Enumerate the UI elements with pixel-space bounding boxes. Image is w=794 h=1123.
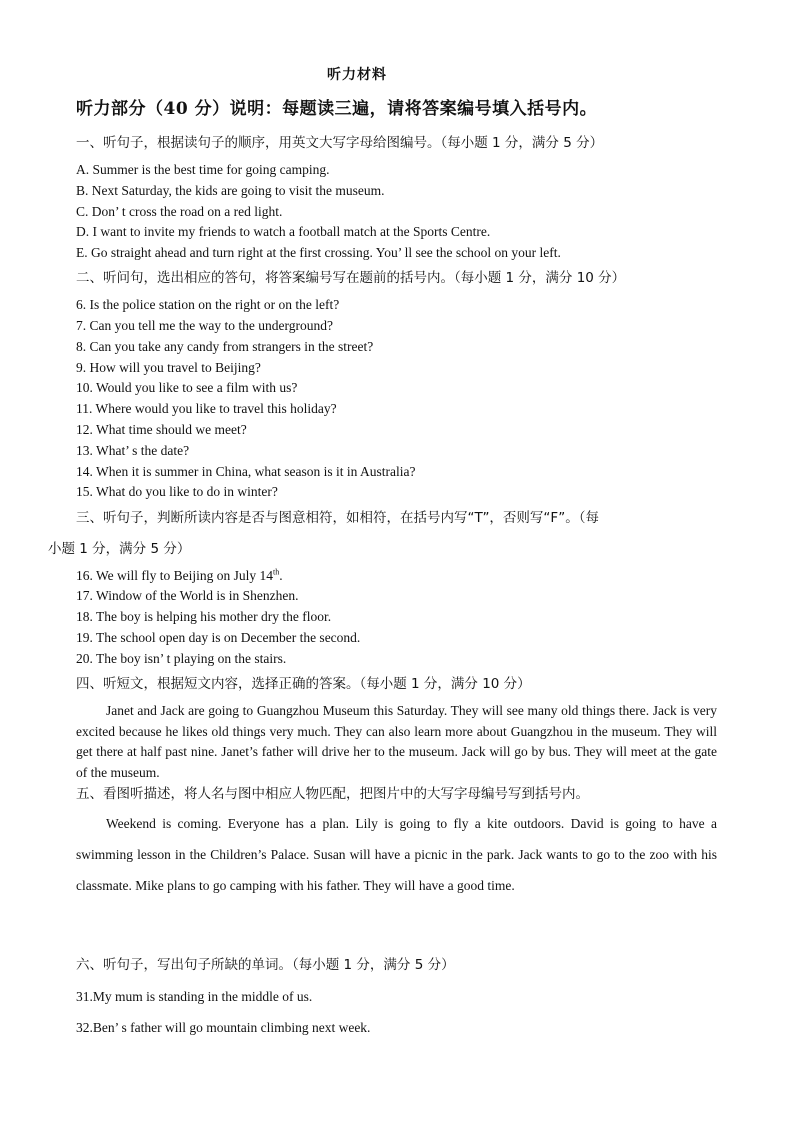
section-4-passage: Janet and Jack are going to Guangzhou Museum this Saturday. They will see many old things there. Jack is very excited because he likes old things very much. They can also learn more about Guangzhou in the museum. They will get there at half past nine. Janet’s father will drive her to the museum. Jack will go by bus. They will meet at the gate of the museum. — [76, 703, 717, 781]
list-item: 18. The boy is helping his mother dry the floor. — [76, 609, 332, 624]
list-item: B. Next Saturday, the kids are going to visit the museum. — [76, 183, 385, 198]
section-3-heading-line1: 三、听句子，判断所读内容是否与图意相符，如相符，在括号内写“T”，否则写“F”。（每 — [76, 510, 599, 526]
list-item: 6. Is the police station on the right or on the left? — [76, 297, 340, 312]
section-2-heading: 二、听问句，选出相应的答句，将答案编号写在题前的括号内。（每小题 1 分，满分 10 分） — [76, 270, 626, 286]
item-16-text: 16. We will fly to Beijing on July 14 — [76, 568, 274, 583]
list-item: D. I want to invite my friends to watch a football match at the Sports Centre. — [76, 224, 491, 239]
list-item: 31.My mum is standing in the middle of us. — [76, 989, 313, 1004]
section-6-heading: 六、听句子，写出句子所缺的单词。（每小题 1 分，满分 5 分） — [76, 957, 455, 973]
list-item: 15. What do you like to do in winter? — [76, 484, 278, 499]
section-4-heading: 四、听短文，根据短文内容，选择正确的答案。（每小题 1 分，满分 10 分） — [76, 676, 531, 692]
item-16-end: . — [279, 568, 283, 583]
list-item: 10. Would you like to see a film with us? — [76, 380, 298, 395]
list-item: 20. The boy isn’ t playing on the stairs. — [76, 651, 287, 666]
section-5-heading: 五、看图听描述，将人名与图中相应人物匹配，把图片中的大写字母编号写到括号内。 — [76, 786, 589, 802]
list-item: C. Don’ t cross the road on a red light. — [76, 204, 283, 219]
list-item: 9. How will you travel to Beijing? — [76, 360, 261, 375]
section-1-heading: 一、听句子，根据读句子的顺序，用英文大写字母给图编号。（每小题 1 分，满分 5 分） — [76, 135, 604, 151]
listening-instruction: 听力部分（40 分）说明：每题读三遍，请将答案编号填入括号内。 — [76, 99, 598, 119]
ordinal-suffix: th — [273, 567, 280, 577]
section-3-heading-line2: 小题 1 分，满分 5 分） — [48, 541, 191, 557]
list-item: 12. What time should we meet? — [76, 422, 247, 437]
list-item: E. Go straight ahead and turn right at the first crossing. You’ ll see the school on your left. — [76, 245, 561, 260]
list-item: 14. When it is summer in China, what season is it in Australia? — [76, 464, 416, 479]
list-item: 7. Can you tell me the way to the underground? — [76, 318, 333, 333]
page-title: 听力材料 — [327, 67, 387, 83]
list-item: 8. Can you take any candy from strangers in the street? — [76, 339, 374, 354]
list-item: 13. What’ s the date? — [76, 443, 190, 458]
list-item: 19. The school open day is on December the second. — [76, 630, 361, 645]
section-5-passage: Weekend is coming. Everyone has a plan. Lily is going to fly a kite outdoors. David is going to have a swimming lesson in the Children’s Palace. Susan will have a picnic in the park. Jack wants to go to the zoo with his classmate. Mike plans to go camping with his father. They will have a good time. — [76, 816, 717, 893]
list-item: 32.Ben’ s father will go mountain climbing next week. — [76, 1020, 371, 1035]
list-item: 17. Window of the World is in Shenzhen. — [76, 588, 299, 603]
list-item: 11. Where would you like to travel this holiday? — [76, 401, 337, 416]
list-item — [76, 566, 283, 586]
list-item: A. Summer is the best time for going camping. — [76, 162, 330, 177]
